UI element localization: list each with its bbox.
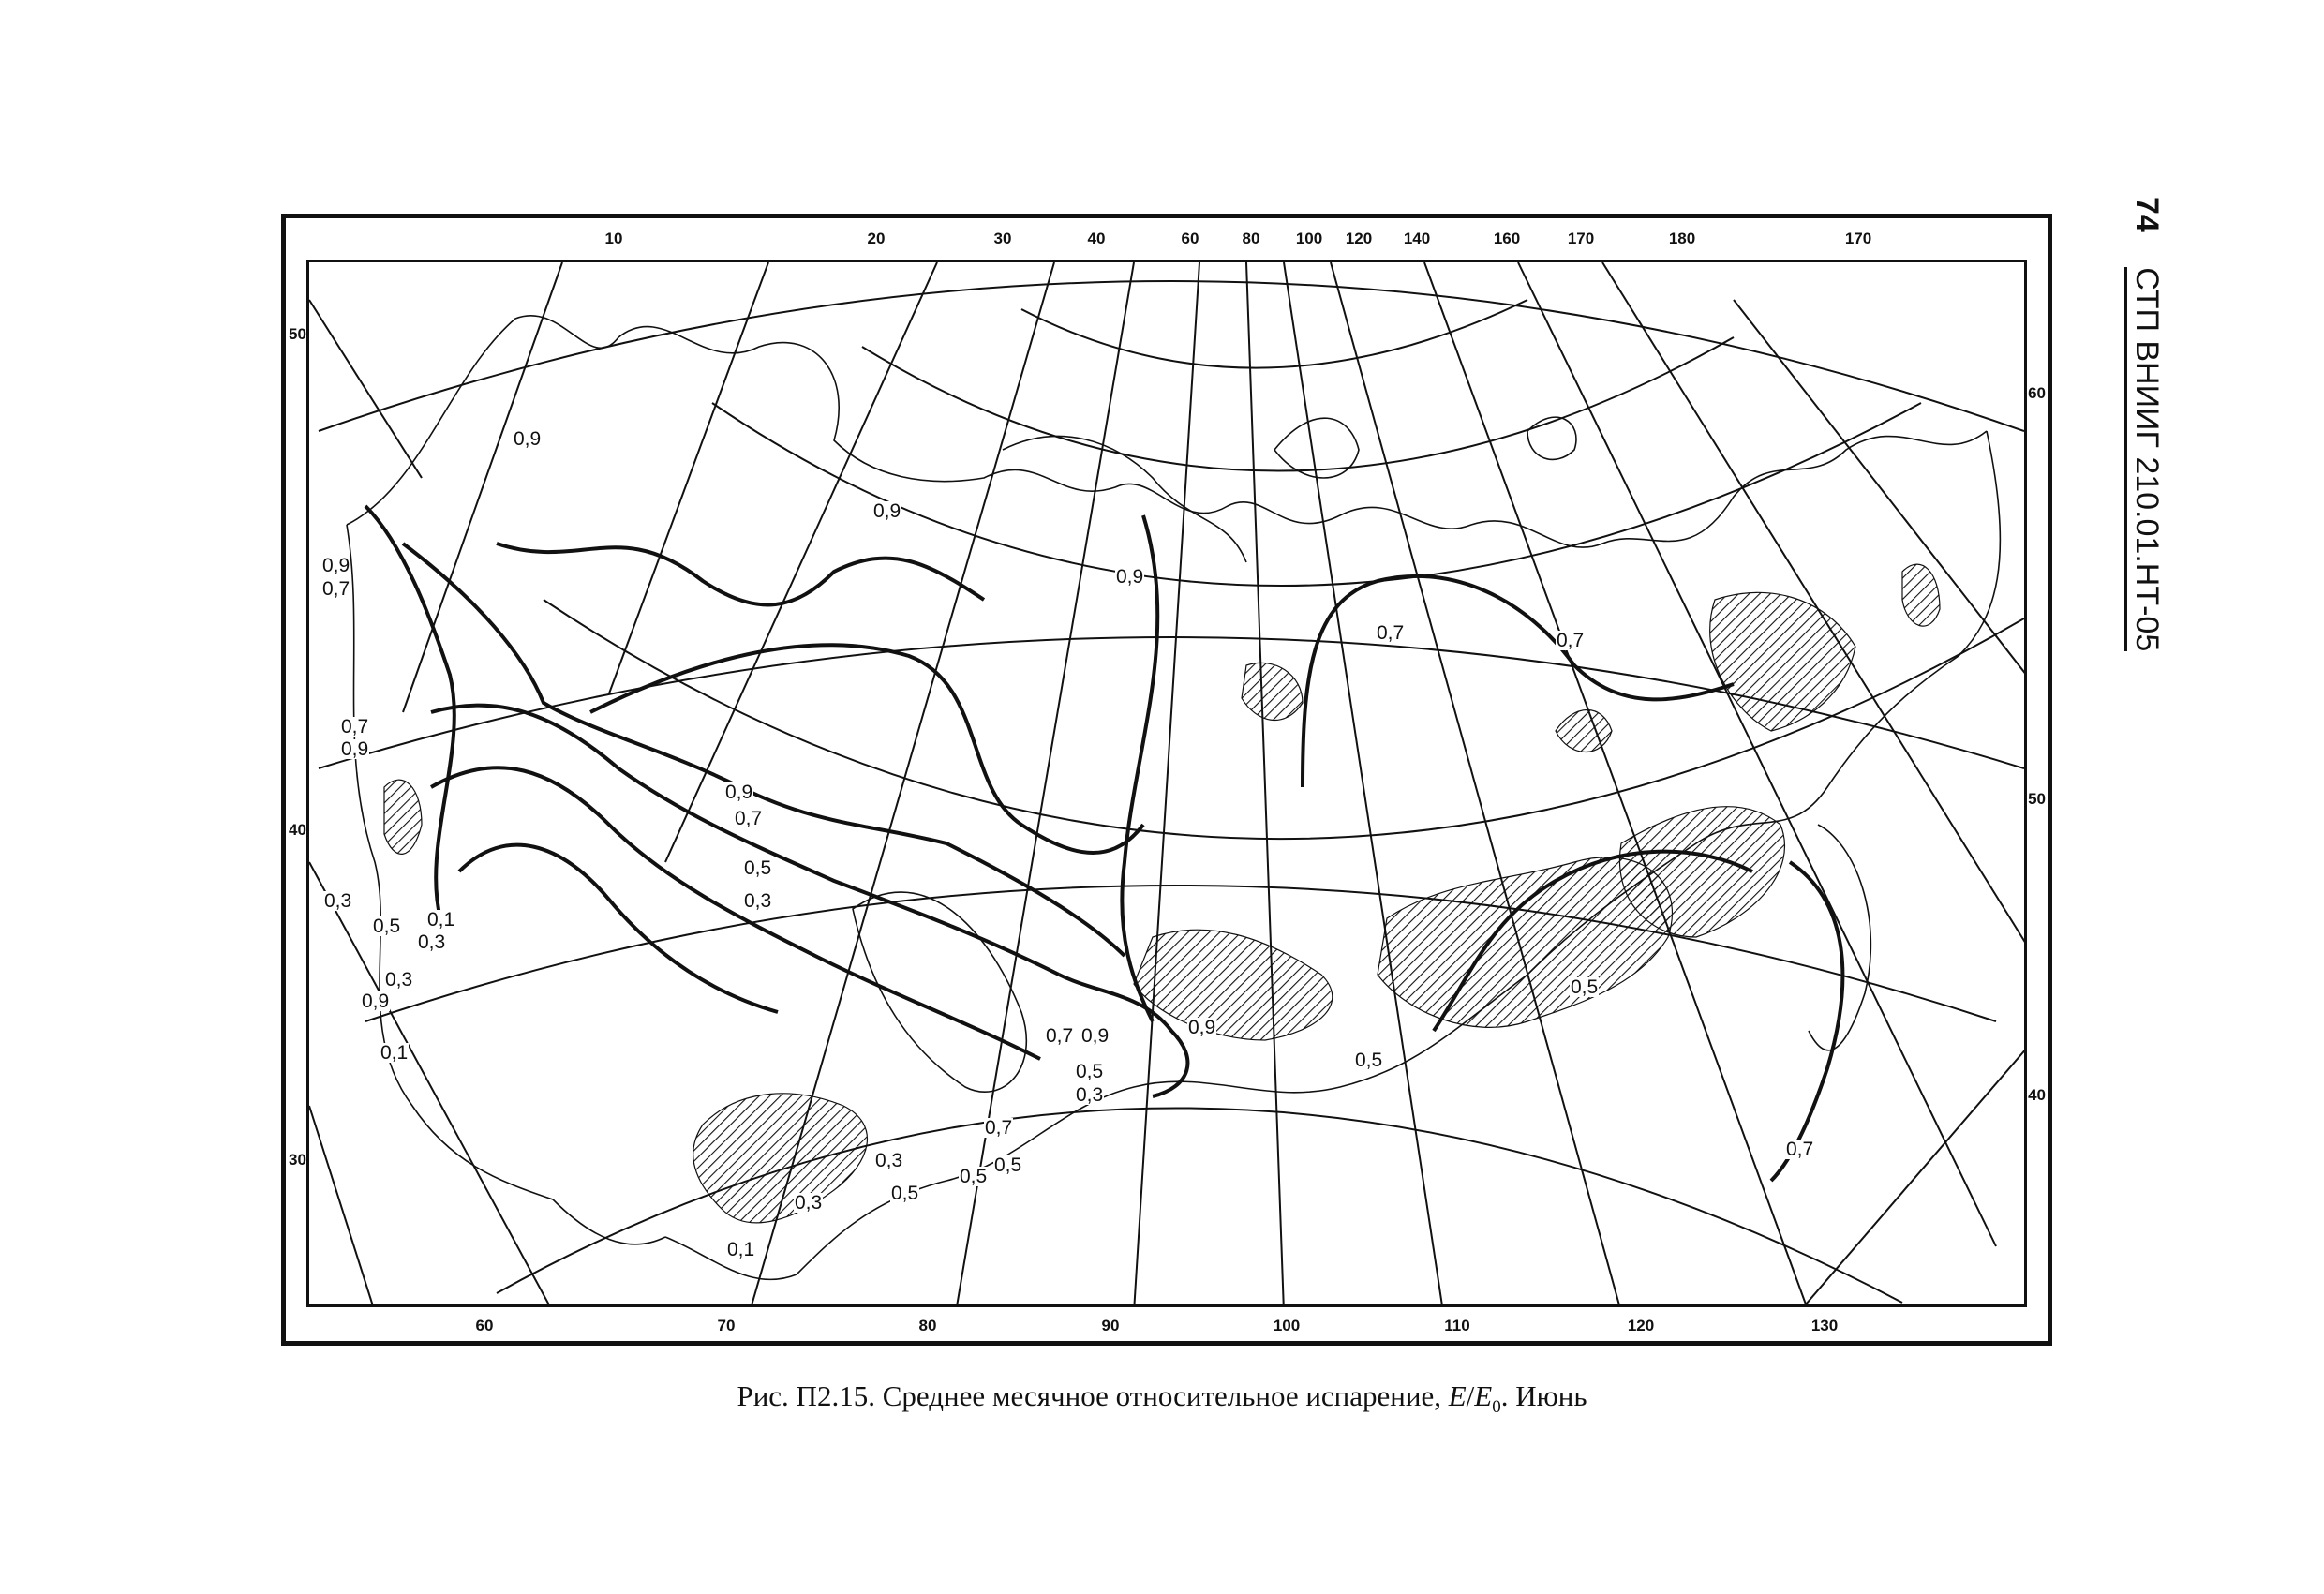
tick-bottom: 110 xyxy=(1444,1317,1470,1334)
meridian-line xyxy=(956,262,1134,1307)
hatched-area xyxy=(384,780,422,854)
isoline-0-9 xyxy=(590,645,1143,853)
tick-right: 60 xyxy=(2028,384,2046,402)
coastline xyxy=(347,525,665,1244)
tick-top: 80 xyxy=(1242,230,1260,247)
isoline-label: 0,5 xyxy=(1571,976,1599,998)
tick-top: 30 xyxy=(993,230,1012,247)
hatched-area xyxy=(1619,807,1784,937)
tick-bottom: 130 xyxy=(1810,1317,1839,1334)
tick-right: 50 xyxy=(2028,790,2046,808)
document-id: СТП ВНИИГ 210.01.НТ-05 xyxy=(2124,267,2165,651)
tick-top: 40 xyxy=(1087,230,1106,247)
map-graticule-and-isolines xyxy=(309,262,2027,1307)
meridian-line xyxy=(1284,262,1443,1307)
coastline xyxy=(1003,437,1246,562)
map-frame xyxy=(281,214,2052,1346)
tick-bottom: 120 xyxy=(1627,1317,1655,1334)
tick-left: 40 xyxy=(289,821,306,839)
tick-top: 180 xyxy=(1668,230,1696,247)
tick-top: 10 xyxy=(604,230,623,247)
isoline-label: 0,9 xyxy=(362,991,390,1012)
isoline-label: 0,9 xyxy=(1188,1017,1216,1038)
isoline-label: 0,3 xyxy=(1076,1084,1104,1106)
tick-top: 100 xyxy=(1295,230,1323,247)
hatched-area xyxy=(693,1094,868,1223)
caption-e0: E xyxy=(1474,1379,1493,1412)
isoline-label: 0,5 xyxy=(891,1183,919,1204)
coastline xyxy=(1527,417,1576,459)
isoline-label: 0,5 xyxy=(960,1166,988,1187)
hatched-area xyxy=(1710,592,1855,731)
isoline-label: 0,7 xyxy=(1046,1025,1074,1047)
isoline-label: 0,3 xyxy=(418,931,446,953)
tick-top: 170 xyxy=(1844,230,1872,247)
isoline-label: 0,5 xyxy=(1076,1061,1104,1082)
tick-top: 140 xyxy=(1403,230,1431,247)
tick-top: 170 xyxy=(1567,230,1595,247)
isoline-label: 0,5 xyxy=(1355,1050,1383,1071)
isoline-label: 0,1 xyxy=(427,909,455,931)
isoline-label: 0,3 xyxy=(875,1150,903,1171)
isoline-label: 0,5 xyxy=(994,1155,1022,1176)
meridian-line xyxy=(403,262,562,712)
isoline-0-7 xyxy=(1771,862,1842,1181)
coastline xyxy=(1274,418,1359,478)
meridian-line xyxy=(1246,262,1284,1307)
isoline-label: 0,5 xyxy=(744,857,772,879)
isoline-label: 0,7 xyxy=(1557,630,1585,651)
isoline-label: 0,7 xyxy=(322,578,350,600)
meridian-line xyxy=(1424,262,1809,1307)
isoline-label: 0,9 xyxy=(322,555,350,576)
isoline-label: 0,9 xyxy=(1081,1025,1110,1047)
isoline-label: 0,5 xyxy=(373,916,401,937)
meridian-line xyxy=(609,262,768,693)
isoline-0-9 xyxy=(497,544,984,604)
hatched-area xyxy=(1242,663,1303,720)
tick-top: 20 xyxy=(867,230,886,247)
isoline-label: 0,7 xyxy=(985,1117,1013,1139)
meridian-line xyxy=(1518,262,1996,1246)
isoline-0-9 xyxy=(365,506,454,918)
isoline-label: 0,7 xyxy=(1377,622,1405,644)
page-header-vertical xyxy=(2128,197,2165,759)
tick-right: 40 xyxy=(2028,1086,2046,1104)
isoline-label: 0,3 xyxy=(324,890,352,912)
isoline-label: 0,9 xyxy=(341,738,369,760)
isoline-label: 0,9 xyxy=(873,500,901,522)
isoline-label: 0,1 xyxy=(380,1042,409,1064)
caption-month: . Июнь xyxy=(1500,1379,1587,1412)
isoline-label: 0,3 xyxy=(795,1192,823,1214)
isoline-label: 0,9 xyxy=(1116,566,1144,588)
hatched-area xyxy=(1556,710,1612,752)
meridian-line xyxy=(309,1106,375,1307)
tick-top: 160 xyxy=(1493,230,1521,247)
tick-bottom: 70 xyxy=(717,1317,736,1334)
figure-caption xyxy=(0,1379,2324,1418)
map-panel xyxy=(306,260,2027,1307)
tick-bottom: 80 xyxy=(918,1317,937,1334)
meridian-line xyxy=(309,300,422,478)
isoline-label: 0,9 xyxy=(514,428,542,450)
isoline-label: 0,7 xyxy=(1786,1139,1814,1160)
isoline-label: 0,1 xyxy=(727,1239,755,1260)
isoline-label: 0,7 xyxy=(341,716,369,737)
tick-top: 60 xyxy=(1181,230,1199,247)
page-number: 74 xyxy=(2129,197,2165,232)
hatched-area xyxy=(1902,564,1940,626)
meridian-line xyxy=(1134,262,1199,1307)
caption-text: Рис. П2.15. Среднее месячное относительное испарение, xyxy=(737,1379,1449,1412)
caption-slash: / xyxy=(1466,1379,1475,1412)
tick-left: 30 xyxy=(289,1151,306,1169)
isoline-label: 0,3 xyxy=(744,890,772,912)
caption-e: E xyxy=(1448,1379,1467,1412)
isoline-label: 0,7 xyxy=(735,808,763,829)
tick-bottom: 90 xyxy=(1101,1317,1120,1334)
isoline-0-5 xyxy=(431,706,1059,976)
isoline-label: 0,3 xyxy=(385,969,413,991)
caption-subscript: 0 xyxy=(1492,1397,1501,1418)
isoline-0-1 xyxy=(459,845,778,1012)
latitude-arc xyxy=(319,281,2024,431)
tick-bottom: 100 xyxy=(1273,1317,1301,1334)
tick-bottom: 60 xyxy=(475,1317,494,1334)
isoline-label: 0,9 xyxy=(725,782,753,803)
tick-top: 120 xyxy=(1345,230,1373,247)
tick-left: 50 xyxy=(289,325,306,343)
meridian-line xyxy=(1331,262,1621,1307)
latitude-arc xyxy=(1021,300,1527,368)
